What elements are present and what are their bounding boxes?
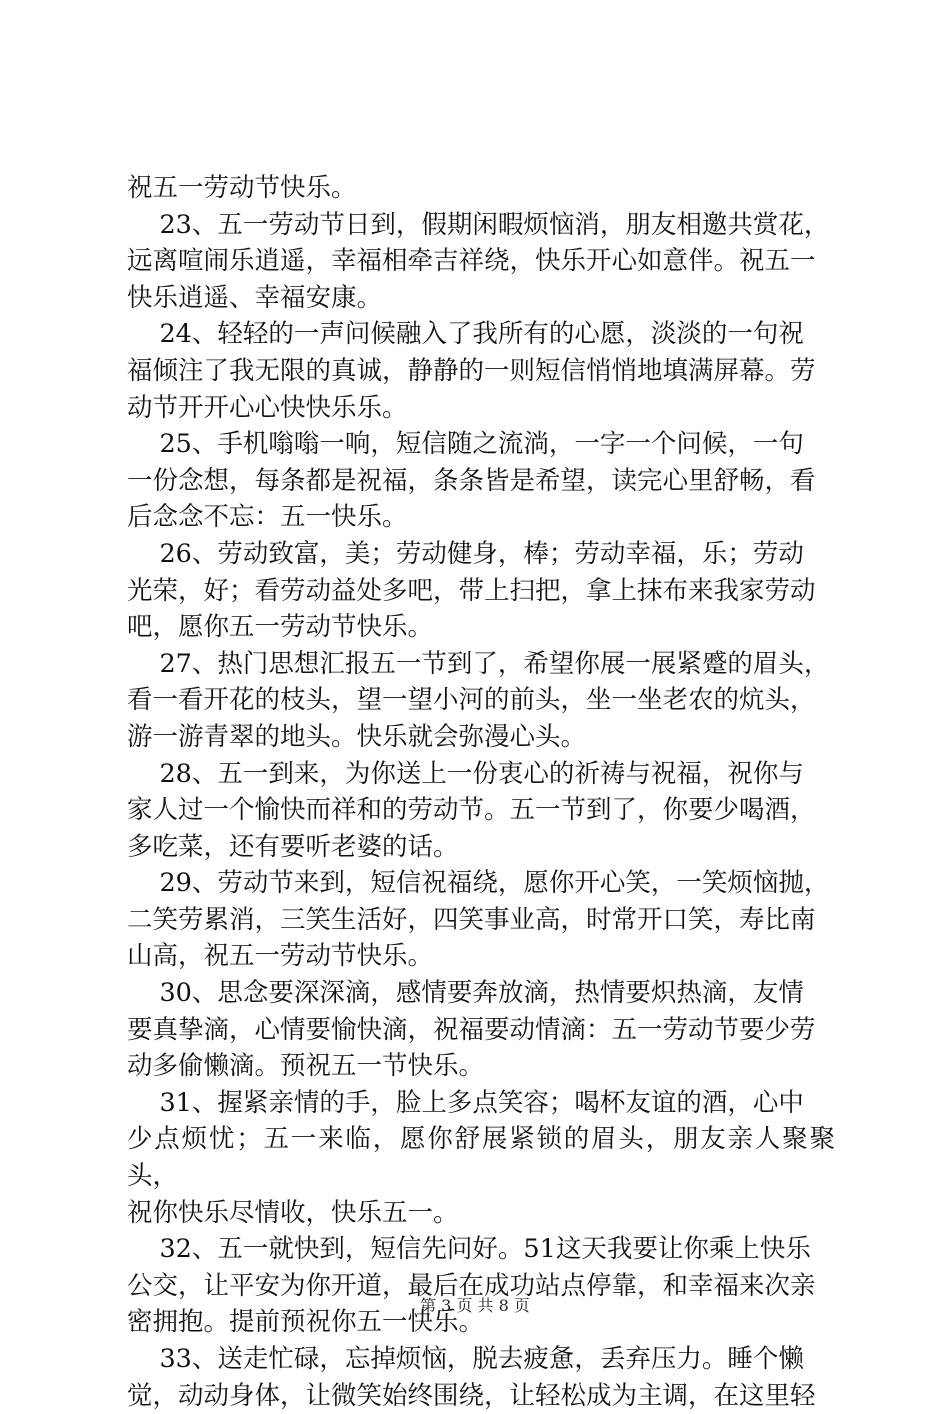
text-line: 一份念想，每条都是祝福，条条皆是希望，读完心里舒畅，看 xyxy=(127,465,816,496)
text-line: 动多偷懒滴。预祝五一节快乐。 xyxy=(127,1051,485,1082)
text-line: 25、手机嗡嗡一响，短信随之流淌，一字一个问候，一句 xyxy=(127,429,804,460)
text-line: 26、劳动致富，美；劳动健身，棒；劳动幸福，乐；劳动 xyxy=(127,538,804,569)
page-number: 第 3 页 共 8 页 xyxy=(420,1296,530,1315)
text-line: 快乐逍遥、幸福安康。 xyxy=(127,282,383,313)
text-line: 要真挚滴，心情要愉快滴，祝福要动情滴：五一劳动节要少劳 xyxy=(127,1014,816,1045)
body-text xyxy=(127,170,835,1414)
text-line: 祝五一劳动节快乐。 xyxy=(127,173,357,203)
text-line: 山高，祝五一劳动节快乐。 xyxy=(127,941,434,972)
text-line: 游一游青翠的地头。快乐就会弥漫心头。 xyxy=(127,721,587,752)
text-line: 31、握紧亲情的手，脸上多点笑容；喝杯友谊的酒，心中 xyxy=(127,1087,804,1118)
text-line: 后念念不忘：五一快乐。 xyxy=(127,502,408,533)
text-line: 24、轻轻的一声问候融入了我所有的心愿，淡淡的一句祝 xyxy=(127,319,804,350)
text-line: 30、思念要深深滴，感情要奔放滴，热情要炽热滴，友情 xyxy=(127,978,804,1009)
text-line: 觉，动动身体，让微笑始终围绕，让轻松成为主调，在这里轻 xyxy=(127,1380,816,1411)
text-line: 动节开开心心快快乐乐。 xyxy=(127,392,408,423)
text-line: 二笑劳累消，三笑生活好，四笑事业高，时常开口笑，寿比南 xyxy=(127,904,816,935)
text-line: 家人过一个愉快而祥和的劳动节。五一节到了，你要少喝酒， xyxy=(127,795,816,826)
text-line: 祝你快乐尽情收，快乐五一。 xyxy=(127,1197,459,1228)
text-line: 吧，愿你五一劳动节快乐。 xyxy=(127,612,434,643)
text-line: 27、热门思想汇报五一节到了，希望你展一展紧蹙的眉头， xyxy=(127,648,830,679)
text-line: 光荣，好；看劳动益处多吧，带上扫把，拿上抹布来我家劳动 xyxy=(127,575,816,606)
text-line: 公交，让平安为你开道，最后在成功站点停靠，和幸福来次亲 xyxy=(127,1270,816,1301)
text-line: 28、五一到来，为你送上一份衷心的祈祷与祝福，祝你与 xyxy=(127,758,804,789)
text-line: 看一看开花的枝头，望一望小河的前头，坐一坐老农的炕头， xyxy=(127,685,816,716)
text-line: 29、劳动节来到，短信祝福绕，愿你开心笑，一笑烦恼抛， xyxy=(127,868,830,899)
text-line: 少点烦忧；五一来临，愿你舒展紧锁的眉头，朋友亲人聚聚头， xyxy=(127,1124,835,1192)
text-line: 32、五一就快到，短信先问好。51这天我要让你乘上快乐 xyxy=(127,1234,811,1265)
text-line: 密拥抱。提前预祝你五一快乐。 xyxy=(127,1307,485,1338)
page-footer xyxy=(0,1296,950,1316)
text-line: 23、五一劳动节日到，假期闲暇烦恼消，朋友相邀共赏花， xyxy=(127,209,830,240)
text-line: 33、送走忙碌，忘掉烦恼，脱去疲惫，丢弃压力。睡个懒 xyxy=(127,1344,804,1374)
text-line: 福倾注了我无限的真诚，静静的一则短信悄悄地填满屏幕。劳 xyxy=(127,355,816,386)
text-line: 远离喧闹乐逍遥，幸福相牵吉祥绕，快乐开心如意伴。祝五一 xyxy=(127,246,816,277)
text-line: 多吃菜，还有要听老婆的话。 xyxy=(127,831,459,862)
